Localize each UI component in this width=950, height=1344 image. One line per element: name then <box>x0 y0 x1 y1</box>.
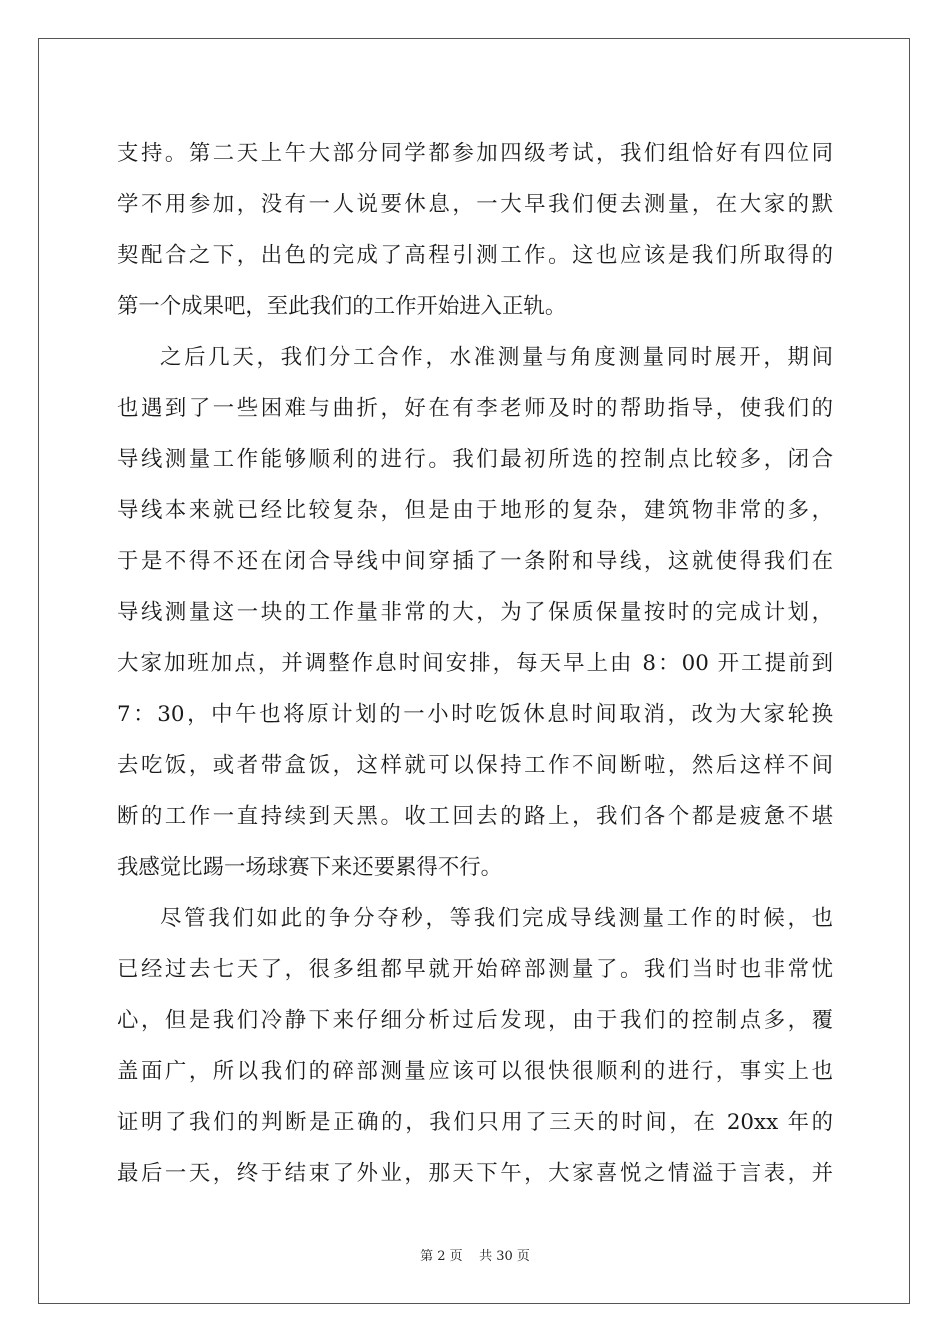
text-line: 第一个成果吧，至此我们的工作开始进入正轨。 <box>117 294 567 319</box>
text-line: 心，但是我们冷静下来仔细分析过后发现，由于我们的控制点多，覆 <box>117 1008 833 1033</box>
text-line: 大家加班加点，并调整作息时间安排，每天早上由 8：00 开工提前到 <box>117 651 833 676</box>
document-body <box>117 128 833 1199</box>
page-number-footer: 第 2 页 共 30 页 <box>420 1249 530 1264</box>
text-line: 导线测量工作能够顺利的进行。我们最初所选的控制点比较多，闭合 <box>117 447 833 472</box>
paragraph <box>117 332 833 893</box>
text-line: 证明了我们的判断是正确的，我们只用了三天的时间，在 20xx 年的 <box>117 1110 833 1135</box>
paragraph <box>117 128 833 332</box>
text-line: 之后几天，我们分工合作，水准测量与角度测量同时展开，期间 <box>160 345 833 370</box>
text-line: 我感觉比踢一场球赛下来还要累得不行。 <box>117 855 503 880</box>
text-line: 去吃饭，或者带盒饭，这样就可以保持工作不间断啦，然后这样不间 <box>117 753 833 778</box>
text-line: 导线测量这一块的工作量非常的大，为了保质保量按时的完成计划， <box>117 600 833 625</box>
text-line: 支持。第二天上午大部分同学都参加四级考试，我们组恰好有四位同 <box>117 141 833 166</box>
text-line: 学不用参加，没有一人说要休息，一大早我们便去测量，在大家的默 <box>117 192 833 217</box>
text-line: 尽管我们如此的争分夺秒，等我们完成导线测量工作的时候，也 <box>160 906 833 931</box>
paragraph <box>117 893 833 1199</box>
text-line: 导线本来就已经比较复杂，但是由于地形的复杂，建筑物非常的多， <box>117 498 833 523</box>
text-line: 也遇到了一些困难与曲折，好在有李老师及时的帮助指导，使我们的 <box>117 396 833 421</box>
text-line: 断的工作一直持续到天黑。收工回去的路上，我们各个都是疲惫不堪 <box>117 804 833 829</box>
text-line: 最后一天，终于结束了外业，那天下午，大家喜悦之情溢于言表，并 <box>117 1161 833 1186</box>
text-line: 7：30，中午也将原计划的一小时吃饭休息时间取消，改为大家轮换 <box>117 702 833 727</box>
text-line: 盖面广，所以我们的碎部测量应该可以很快很顺利的进行，事实上也 <box>117 1059 833 1084</box>
text-line: 于是不得不还在闭合导线中间穿插了一条附和导线，这就使得我们在 <box>117 549 833 574</box>
text-line: 契配合之下，出色的完成了高程引测工作。这也应该是我们所取得的 <box>117 243 833 268</box>
text-line: 已经过去七天了，很多组都早就开始碎部测量了。我们当时也非常忧 <box>117 957 833 982</box>
